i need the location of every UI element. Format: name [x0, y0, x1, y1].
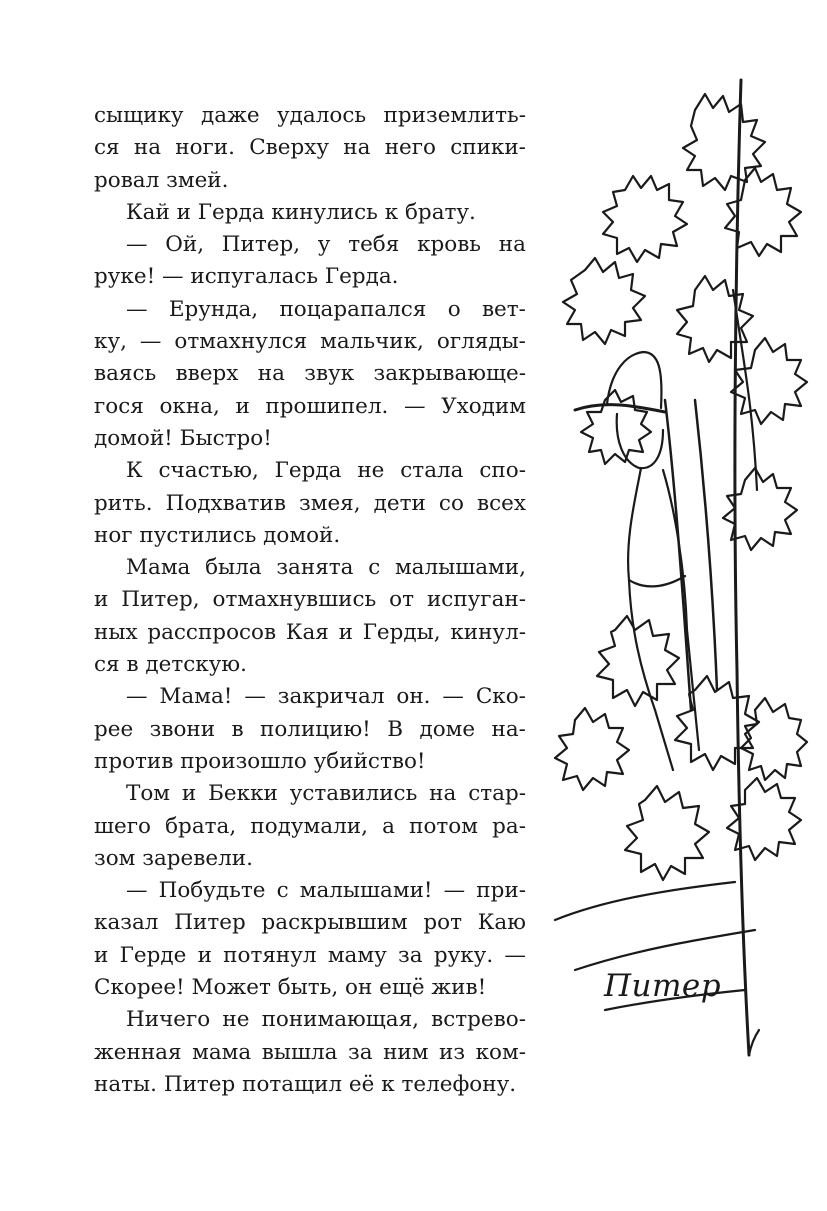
- text-line: наты. Питер потащил её к телефону.: [94, 1071, 517, 1097]
- text-line: зом заревели.: [94, 845, 253, 871]
- text-line: и Герде и потянул маму за руку. —: [94, 942, 526, 968]
- text-line: гося окна, и прошипел. — Уходим: [94, 393, 526, 419]
- text-line: — Побудьте с малышами! — при-: [126, 878, 526, 904]
- text-line: ся в детскую.: [94, 652, 247, 678]
- text-line: Ничего не понимающая, встрево-: [126, 1007, 526, 1033]
- text-line: Том и Бекки уставились на стар-: [126, 781, 526, 807]
- text-line: сыщику даже удалось приземлить-: [94, 103, 526, 128]
- text-line: ровал змей.: [94, 167, 229, 193]
- text-line: Кай и Герда кинулись к брату.: [126, 199, 476, 225]
- text-line: домой! Быстро!: [94, 425, 272, 451]
- text-line: ног пустились домой.: [94, 522, 341, 548]
- text-line: казал Питер раскрывшим рот Каю: [94, 910, 526, 936]
- text-line: — Мама! — закричал он. — Ско-: [126, 684, 526, 710]
- tree-with-boy-illustration: [545, 70, 827, 1070]
- text-line: ку, — отмахнулся мальчик, огляды-: [94, 329, 526, 355]
- text-line: Мама была занята с малышами,: [126, 555, 526, 581]
- text-line: руке! — испугалась Герда.: [94, 264, 399, 290]
- text-line: рить. Подхватив змея, дети со всех: [94, 490, 526, 516]
- text-line: и Питер, отмахнувшись от испуган-: [94, 587, 526, 613]
- text-line: ся на ноги. Сверху на него спики-: [94, 135, 526, 161]
- text-line: — Ой, Питер, у тебя кровь на: [126, 232, 526, 258]
- text-line: рее звони в полицию! В доме на-: [94, 716, 526, 742]
- illustration-caption: Питер: [604, 968, 722, 1004]
- text-line: женная мама вышла за ним из ком-: [94, 1039, 526, 1065]
- text-line: ваясь вверх на звук закрывающе-: [94, 361, 526, 387]
- story-text: [94, 100, 526, 1101]
- text-line: — Ерунда, поцарапался о вет-: [126, 296, 526, 322]
- text-line: К счастью, Герда не стала спо-: [126, 458, 526, 484]
- text-line: ных расспросов Кая и Герды, кинул-: [94, 619, 526, 645]
- text-line: против произошло убийство!: [94, 748, 426, 774]
- text-line: Скорее! Может быть, он ещё жив!: [94, 975, 487, 1001]
- text-line: шего брата, подумали, а потом ра-: [94, 813, 526, 839]
